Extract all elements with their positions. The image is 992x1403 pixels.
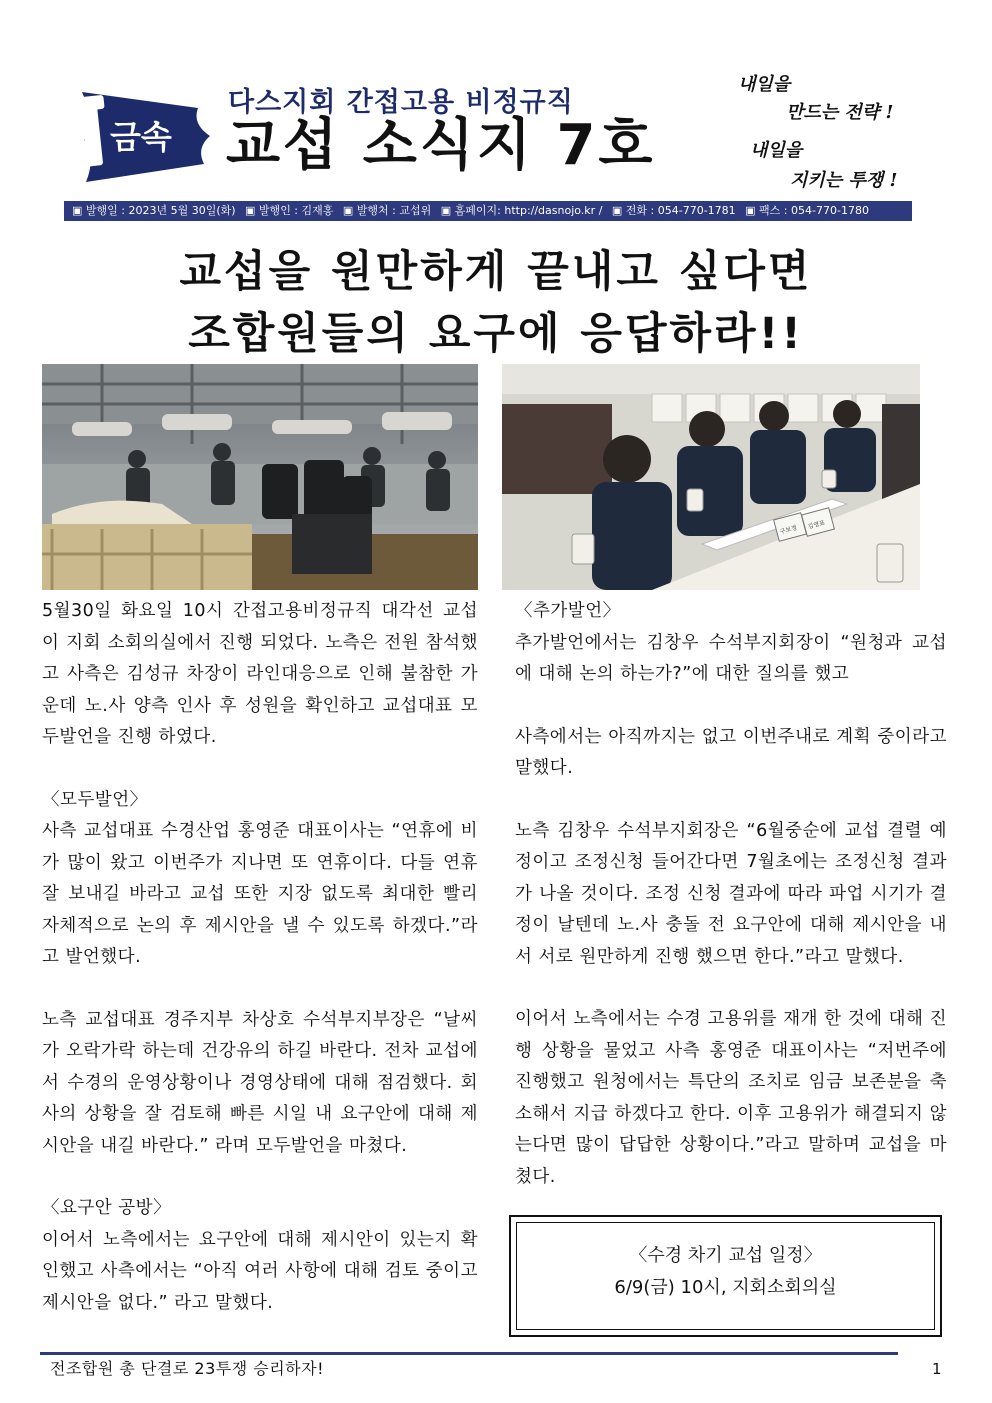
additional-remarks-union-plan: 노측 김창우 수석부지회장은 “6월중순에 교섭 결렬 예정이고 조정신청 들어간다면 7월초에는 조정신청 결과가 나올 것이다. 조정 신청 결과에 따라 파업 시기가 결정이 날텐데 노.사 충돌 전 요구안에 대해 제시안을 내서 서로 원만하게 진행 했으면 한다.”라고 말했다. (515, 820, 947, 967)
placard-2: 김영표 (807, 519, 826, 531)
demand-debate-heading: 〈요구안 공방〉 (42, 1198, 172, 1218)
placard-1: 구보정 (779, 524, 798, 536)
info-fax: ▣ 팩스 : 054-770-1780 (745, 204, 869, 217)
opening-remarks-company: 사측 교섭대표 수경산업 홍영준 대표이사는 “연휴에 비가 많이 왔고 이번주가 지나면 또 연휴이다. 다들 연휴 잘 보내길 바라고 교섭 또한 지장 없도록 최대한 빨리 자체적으로 논의 후 제시안을 낼 수 있도록 하겠다.”라고 발언했다. (42, 821, 478, 967)
additional-remarks-heading: 〈추가발언〉 (515, 601, 621, 621)
meeting-photo (502, 364, 920, 590)
factory-protest-photo (42, 364, 478, 590)
logo-text: 금속 (110, 118, 172, 156)
slogan-line-2: 만드는 전략 ! (786, 102, 894, 123)
additional-remarks-question: 추가발언에서는 김창우 수석부지회장이 “원청과 교섭에 대해 논의 하는가?”에 대한 질의를 했고 (515, 632, 947, 684)
newsletter-title: 교섭 소식지 7호 (226, 113, 656, 178)
info-homepage[interactable]: ▣ 홈페이지: http://dasnojo.kr / (440, 204, 603, 217)
opening-remarks-union: 노측 교섭대표 경주지부 차상호 수석부지부장은 “날씨가 오락가락 하는데 건강유의 하길 바란다. 전차 교섭에서 수경의 운영상황이나 경영상태에 대해 점검했다. 회사의 상황을 잘 검토해 빠른 시일 내 요구안에 대해 제시안을 내길 바란다.” 라며 모두발언을 마쳤다. (42, 1009, 478, 1156)
page-number: 1 (932, 1360, 942, 1378)
left-column (42, 596, 478, 1319)
additional-remarks-employment-committee: 이어서 노측에서는 수경 고용위를 재개 한 것에 대해 진행 상황을 물었고 사측 홍영준 대표이사는 “저번주에 진행했고 원청에서는 특단의 조치로 임금 보존분을 축소해서 지급 하겠다고 한다. 이후 고용위가 해결되지 않는다면 많이 답답한 상황이다.”라고 말하며 교섭을 마쳤다. (515, 1009, 947, 1187)
newsletter-subtitle: 다스지회 간접고용 비정규직 (228, 87, 574, 118)
footer-divider (40, 1352, 898, 1355)
next-meeting-detail: 6/9(금) 10시, 지회소회의실 (614, 1277, 837, 1298)
slogan-line-3: 내일을 (750, 140, 803, 161)
right-column (515, 596, 947, 1193)
next-meeting-heading: 〈수경 차기 교섭 일정〉 (629, 1245, 822, 1266)
slogan-line-1: 내일을 (738, 74, 791, 95)
demand-debate-paragraph: 이어서 노측에서는 요구안에 대해 제시안이 있는지 확인했고 사측에서는 “아직 여러 사항에 대해 검토 중이고 제시안을 없다.” 라고 말했다. (42, 1229, 478, 1313)
info-publisher: ▣ 발행인 : 김재홍 (245, 204, 334, 217)
publication-info-bar (64, 201, 912, 221)
headline-line-2: 조합원들의 요구에 응답하라!! (188, 309, 804, 359)
next-meeting-inner (516, 1222, 935, 1330)
union-logo (70, 78, 220, 196)
info-issuer: ▣ 발행처 : 교섭위 (342, 204, 432, 217)
info-phone: ▣ 전화 : 054-770-1781 (611, 204, 736, 217)
additional-remarks-company-reply: 사측에서는 아직까지는 없고 이번주내로 계획 중이라고 말했다. (515, 726, 947, 778)
footer-slogan: 전조합원 총 단결로 23투쟁 승리하자! (50, 1359, 325, 1378)
opening-remarks-heading: 〈모두발언〉 (42, 789, 148, 810)
headline-line-1: 교섭을 원만하게 끝내고 싶다면 (179, 247, 813, 297)
intro-paragraph: 5월30일 화요일 10시 간접고용비정규직 대각선 교섭이 지회 소회의실에서 진행 되었다. 노측은 전원 참석했고 사측은 김성규 차장이 라인대응으로 인해 불참한 가운데 노.사 양측 인사 후 성원을 확인하고 교섭대표 모두발언을 진행 하였다. (42, 601, 478, 747)
slogan-line-4: 지키는 투쟁 ! (790, 170, 898, 191)
next-meeting-box (509, 1215, 942, 1337)
info-publish-date: ▣ 발행일 : 2023년 5월 30일(화) (72, 204, 236, 217)
